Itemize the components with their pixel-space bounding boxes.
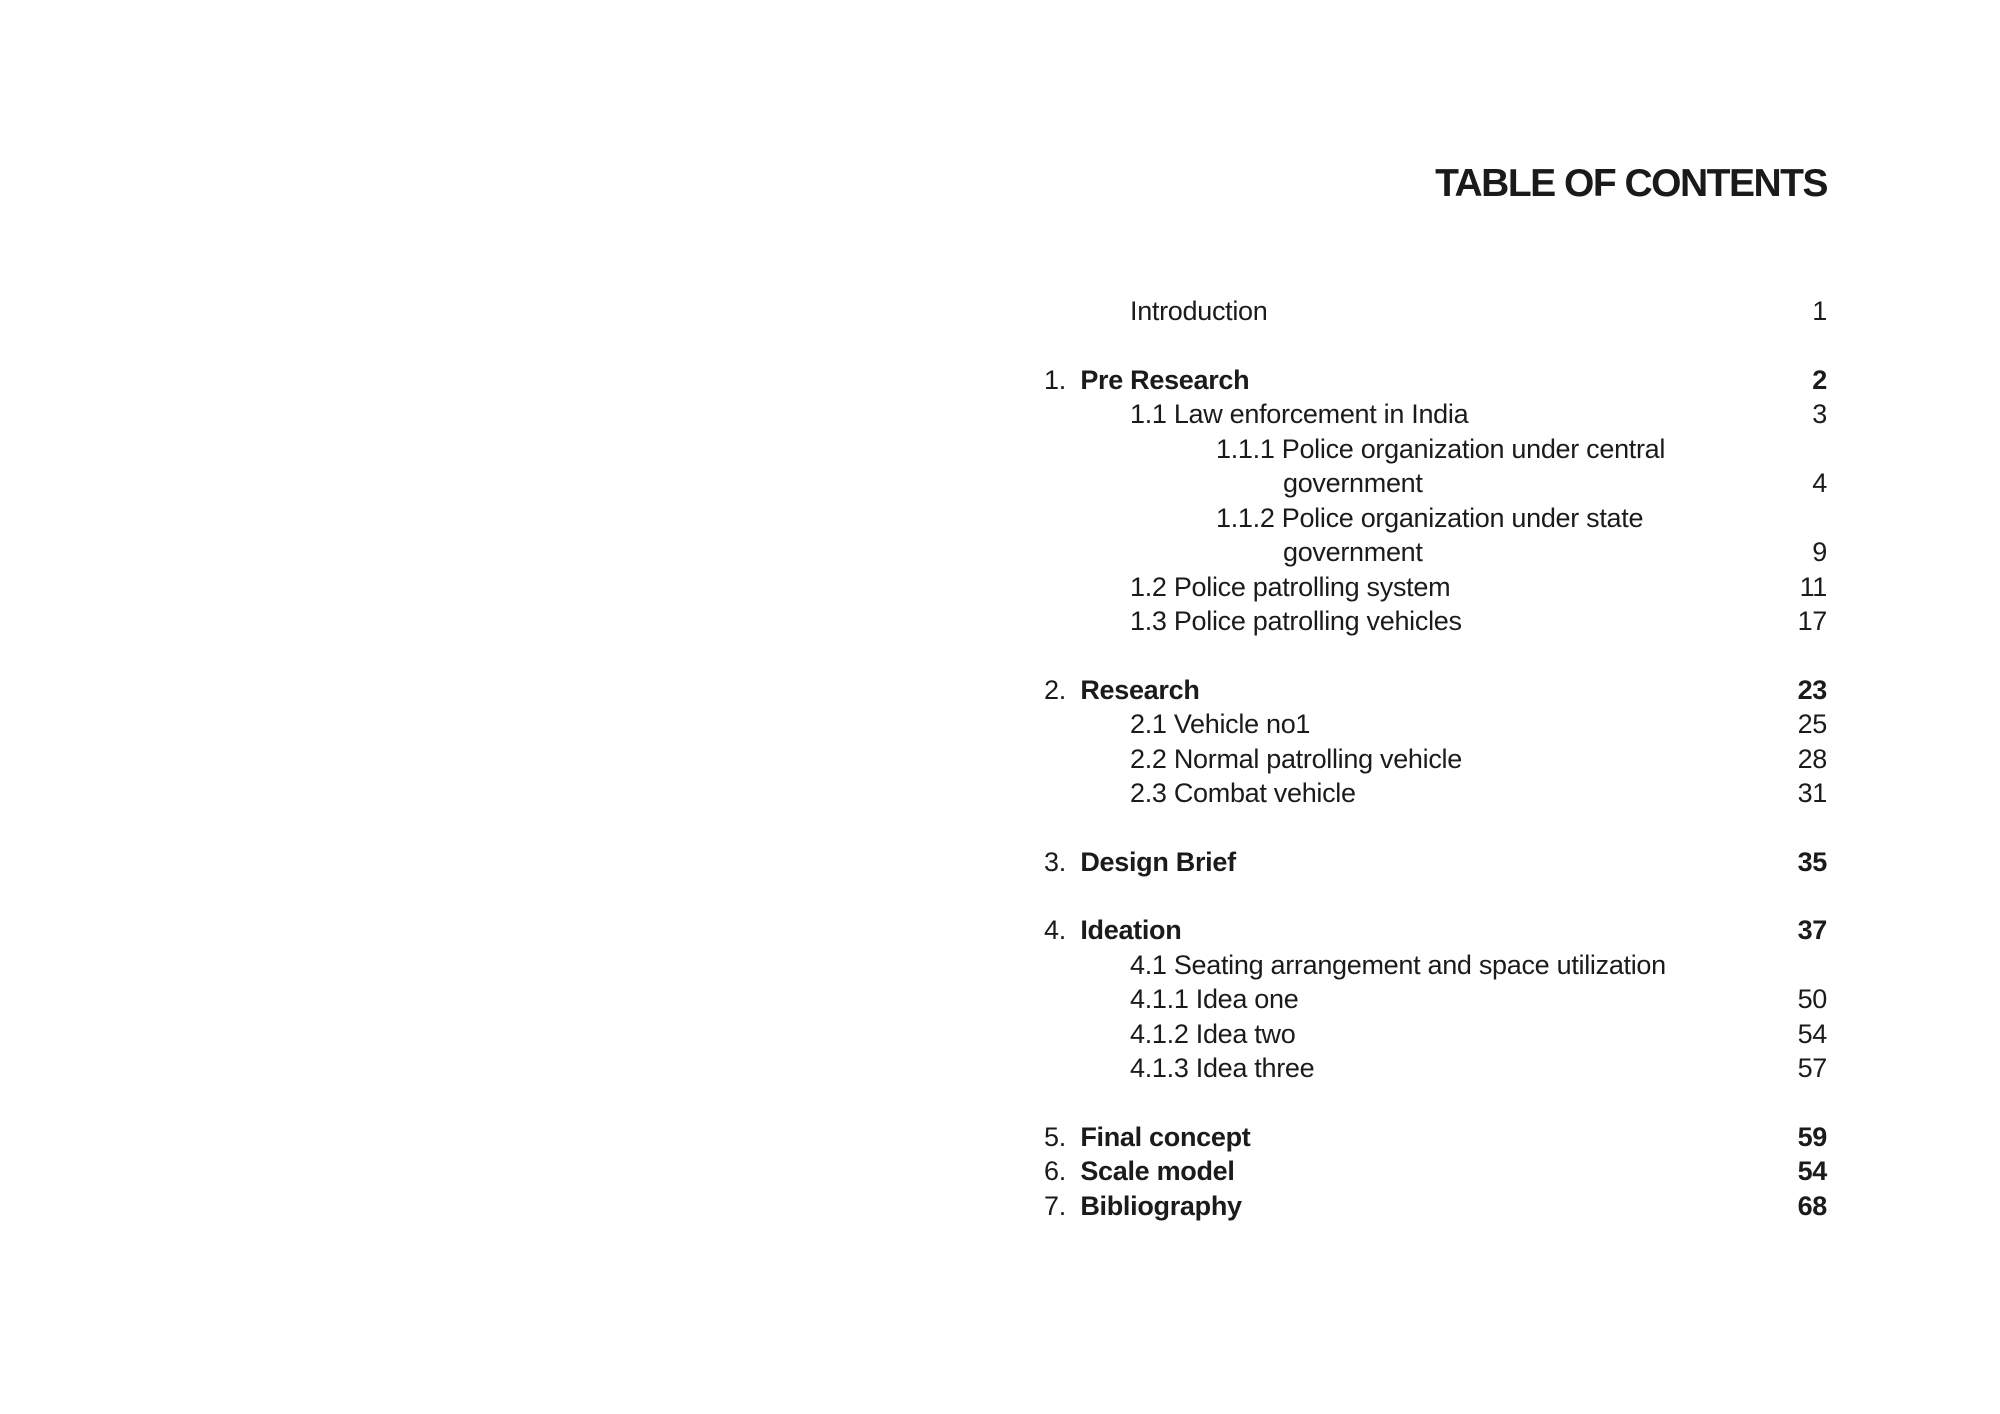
toc-chapter-number: 6.	[1044, 1156, 1074, 1186]
toc-entry-page: 17	[1797, 606, 1827, 636]
toc-chapter	[1044, 363, 1827, 398]
toc-entry-page: 1	[1812, 296, 1827, 326]
toc-chapter-page: 2	[1812, 364, 1827, 395]
toc-entry-label: 4.1.2 Idea two	[1130, 1018, 1296, 1049]
toc-chapter-label: Bibliography	[1080, 1190, 1242, 1221]
toc-chapter-number: 1.	[1044, 364, 1074, 395]
toc-entry	[1044, 397, 1827, 432]
toc-entry-page: 57	[1797, 1053, 1827, 1083]
toc-entry-label: 4.1.3 Idea three	[1130, 1053, 1315, 1083]
toc-entry	[1044, 570, 1827, 605]
toc-chapter-number: 7.	[1044, 1190, 1074, 1221]
toc-chapter	[1044, 845, 1827, 880]
toc-chapter-page: 35	[1797, 846, 1827, 877]
toc-entry	[1044, 776, 1827, 811]
toc-chapter-page: 37	[1797, 915, 1827, 945]
toc-chapter-page: 59	[1797, 1121, 1827, 1152]
toc-entry	[1044, 294, 1827, 329]
toc-entry-page: 25	[1797, 709, 1827, 739]
toc-chapter-number: 2.	[1044, 674, 1074, 705]
toc-entry-page: 3	[1812, 399, 1827, 429]
toc-entry	[1044, 501, 1827, 536]
toc-entry-label: 1.1 Law enforcement in India	[1130, 399, 1469, 429]
toc-entry	[1044, 604, 1827, 639]
toc-chapter-page: 68	[1797, 1190, 1827, 1221]
toc-entry	[1044, 707, 1827, 742]
page-title: TABLE OF CONTENTS	[1435, 162, 1827, 205]
toc-chapter-label: Final concept	[1080, 1121, 1251, 1152]
toc-chapter-number: 3.	[1044, 846, 1074, 877]
toc-entry-continuation	[1044, 466, 1827, 501]
toc-entry-label: 2.3 Combat vehicle	[1130, 778, 1356, 808]
toc-entry-page: 9	[1812, 537, 1827, 567]
toc-chapter	[1044, 673, 1827, 708]
toc-entry-page: 54	[1797, 1018, 1827, 1049]
toc-entry-label: Introduction	[1130, 296, 1268, 326]
toc-chapter-label: Scale model	[1080, 1156, 1235, 1186]
toc-entry-label: government	[1283, 537, 1423, 567]
toc-entry-label: 1.1.1 Police organization under central	[1216, 433, 1666, 464]
toc-entry-page: 31	[1797, 778, 1827, 808]
toc-chapter-page: 54	[1797, 1156, 1827, 1186]
toc-entry-label: 1.2 Police patrolling system	[1130, 571, 1451, 602]
toc-entry-page: 11	[1799, 571, 1827, 602]
toc-chapter-label: Pre Research	[1080, 364, 1250, 395]
toc-list	[1044, 294, 1827, 1223]
toc-chapter	[1044, 913, 1827, 948]
toc-chapter	[1044, 1120, 1827, 1155]
toc-chapter-page: 23	[1797, 674, 1827, 705]
toc-entry-page: 4	[1812, 468, 1827, 498]
toc-entry-label: 2.1 Vehicle no1	[1130, 709, 1311, 739]
toc-chapter	[1044, 1189, 1827, 1224]
toc-chapter-number: 4.	[1044, 915, 1074, 945]
toc-chapter-number: 5.	[1044, 1121, 1074, 1152]
toc-entry-label: 4.1 Seating arrangement and space utilization	[1130, 949, 1666, 980]
toc-chapter	[1044, 1154, 1827, 1189]
toc-chapter-label: Design Brief	[1080, 846, 1236, 877]
toc-entry	[1044, 1017, 1827, 1052]
toc-chapter-label: Research	[1080, 674, 1200, 705]
toc-entry-label: government	[1283, 468, 1423, 498]
toc-chapter-label: Ideation	[1080, 915, 1182, 945]
toc-entry-label: 1.3 Police patrolling vehicles	[1130, 606, 1462, 636]
toc-entry	[1044, 1051, 1827, 1086]
toc-entry	[1044, 432, 1827, 467]
toc-entry-label: 4.1.1 Idea one	[1130, 984, 1299, 1014]
toc-entry-page: 50	[1797, 984, 1827, 1014]
toc-entry-label: 2.2 Normal patrolling vehicle	[1130, 743, 1462, 774]
toc-entry	[1044, 742, 1827, 777]
toc-entry	[1044, 982, 1827, 1017]
toc-entry-continuation	[1044, 535, 1827, 570]
toc-entry-label: 1.1.2 Police organization under state	[1216, 502, 1644, 533]
toc-entry-page: 28	[1797, 743, 1827, 774]
toc-entry	[1044, 948, 1827, 983]
